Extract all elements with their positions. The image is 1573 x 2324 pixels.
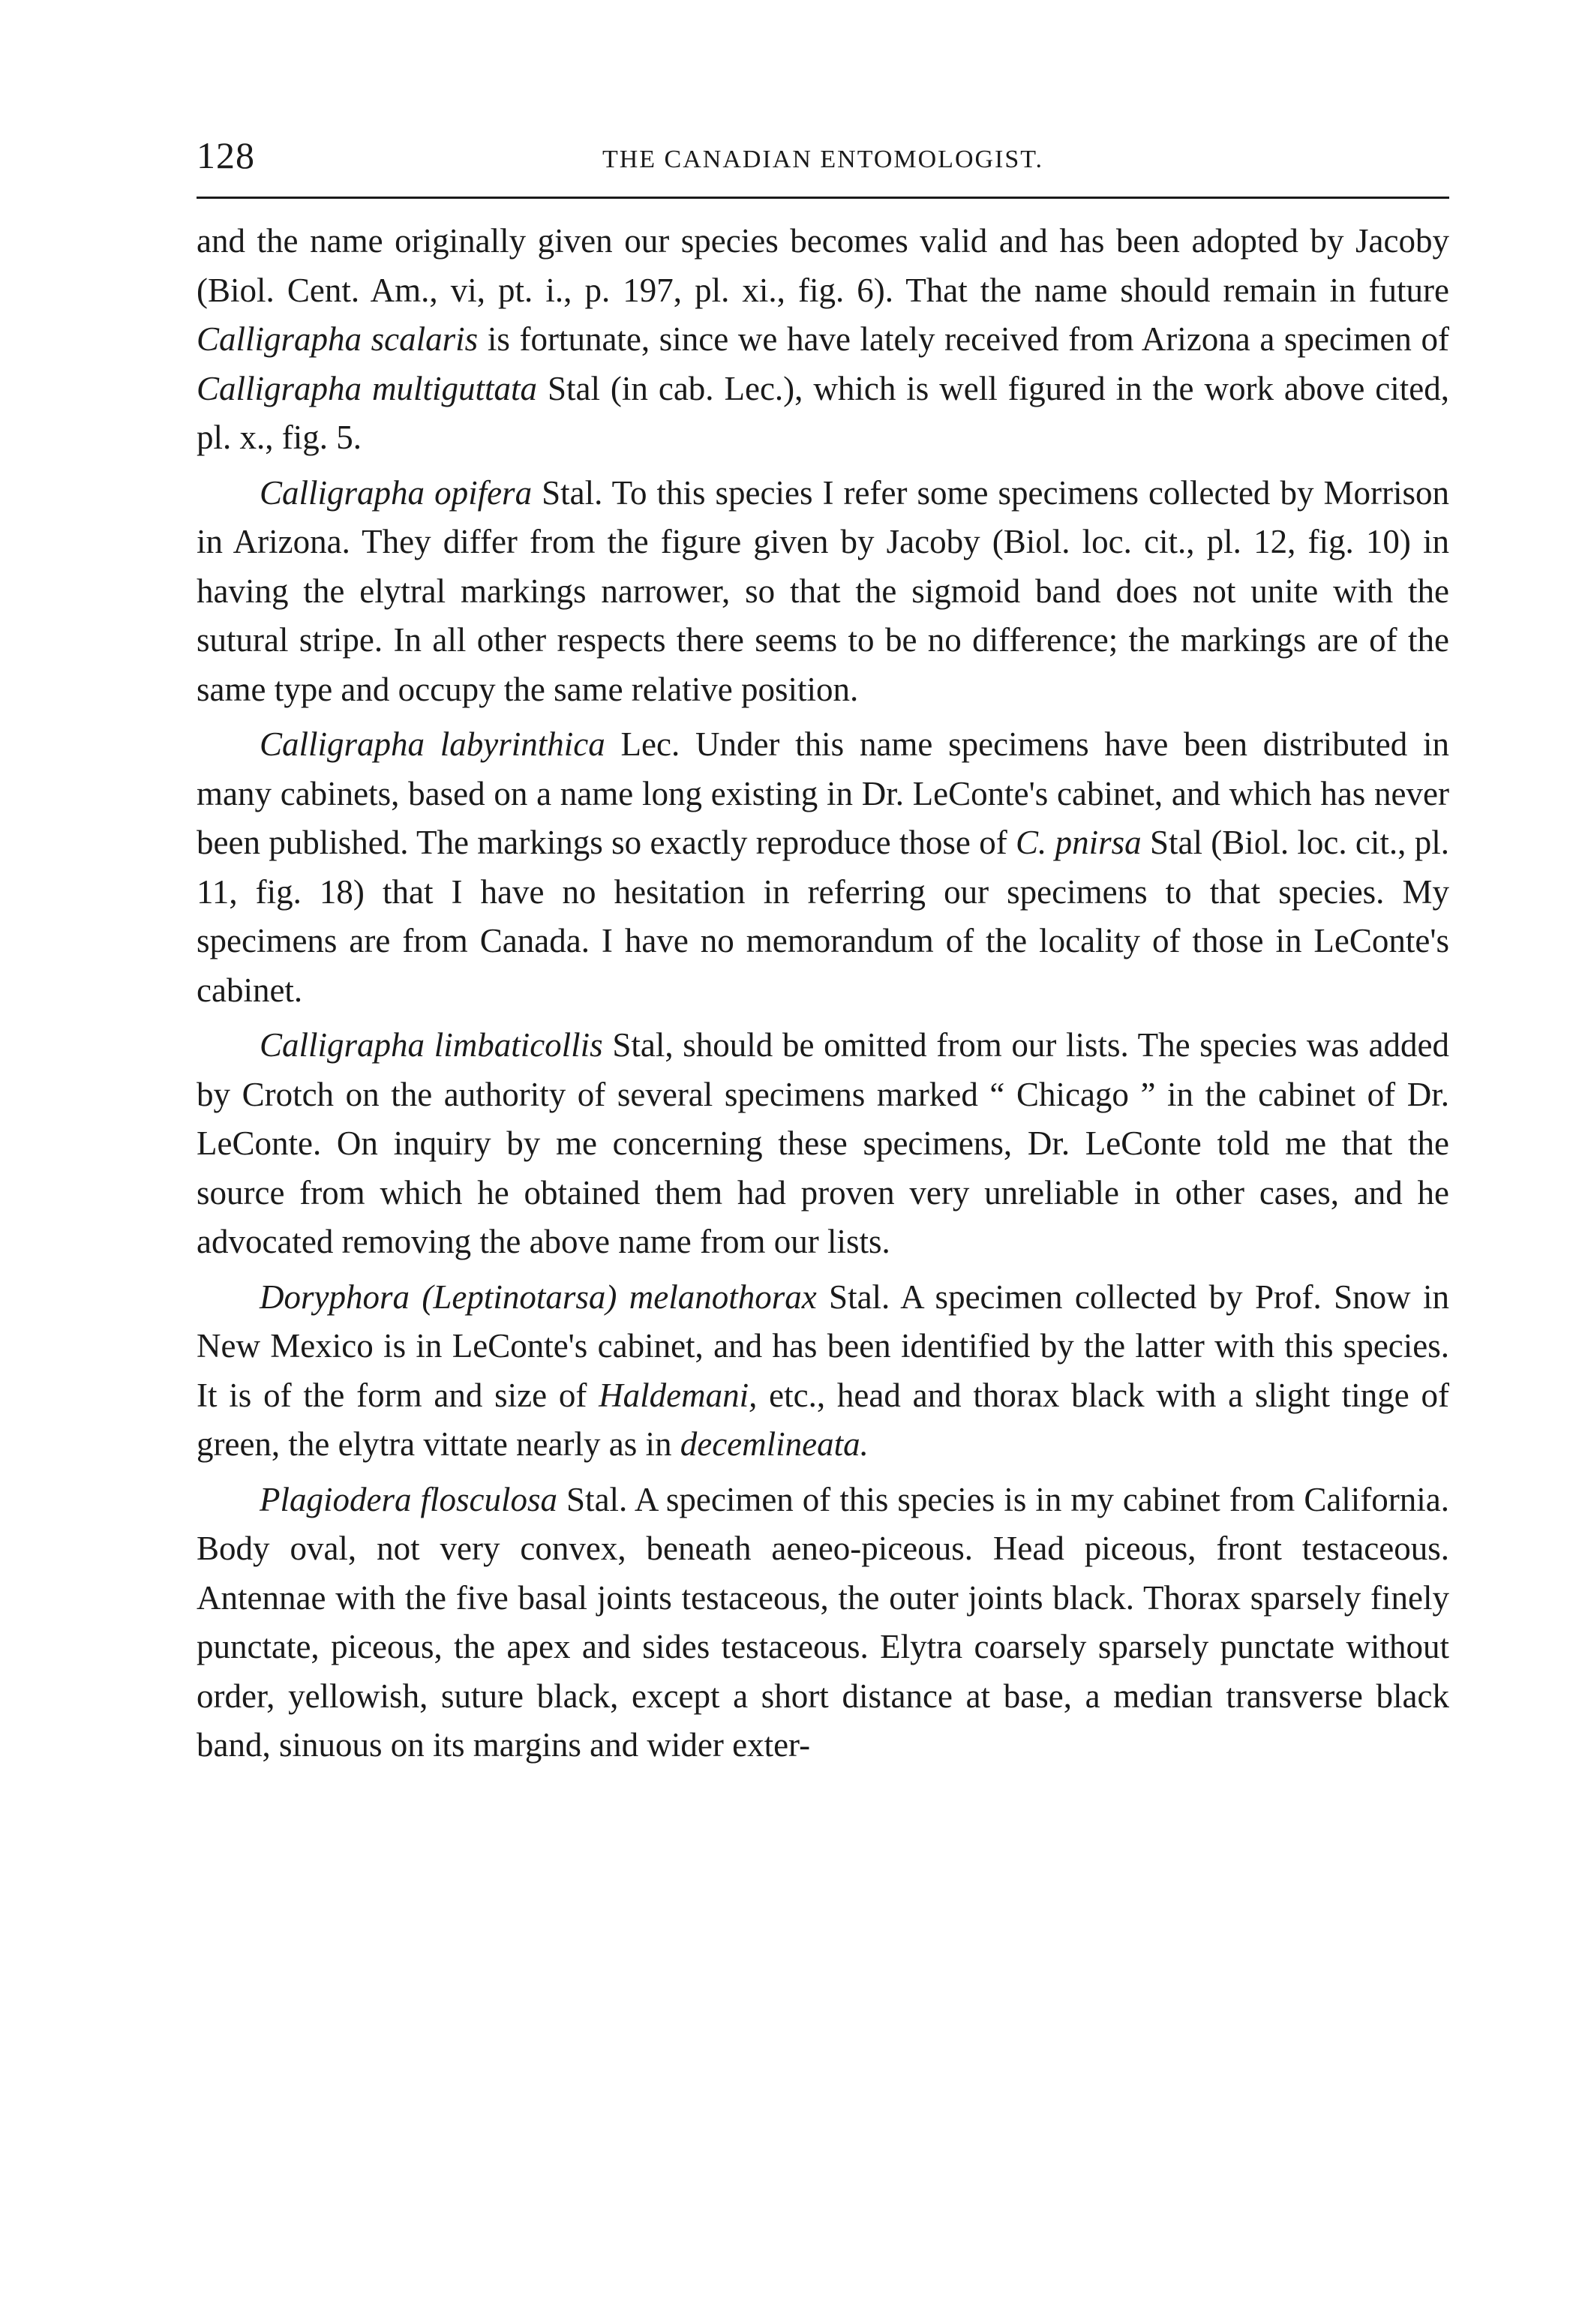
taxon-name: Calligrapha labyrinthica <box>260 725 605 763</box>
text-run: Stal. To this species I refer some specimens collected by Morrison in Arizona. They differ from the figure given by Jacoby (Biol. loc. cit., pl. 12, fig. 10) in having the elytral markings narrower, so that the sigmoid band does not unite with the sutural stripe. In all other respects there seems to be no difference; the markings are of the same type and occupy the same relative position. <box>197 473 1449 708</box>
taxon-name: Haldemani, <box>599 1376 758 1414</box>
paragraph <box>197 720 1449 1015</box>
paragraph <box>197 1273 1449 1470</box>
text-run: is fortunate, since we have lately received from Arizona a specimen of <box>478 320 1449 358</box>
text-run: Lec. Under this name specimens have been distributed in many cabinets, based on a name long existing in Dr. LeConte's cabinet, and which has never been published. The markings so exactly reproduce those of <box>197 725 1449 861</box>
taxon-name: Doryphora (Leptinotarsa) melanothorax <box>260 1278 817 1316</box>
taxon-name: Plagiodera flosculosa <box>260 1480 558 1518</box>
page-header <box>197 126 1449 186</box>
paragraph <box>197 1021 1449 1267</box>
text-run: and the name originally given our species becomes valid and has been adopted by Jacoby (Biol. Cent. Am., vi, pt. i., p. 197, pl. xi., fig. 6). That the name should remain in future <box>197 222 1449 309</box>
page <box>197 126 1449 1770</box>
paragraph <box>197 217 1449 463</box>
text-run: Stal. A specimen of this species is in my cabinet from California. Body oval, not very convex, beneath aeneo-piceous. Head piceous, front testaceous. Antennae with the five basal joints testaceous, the outer joints black. Thorax sparsely finely punctate, piceous, the apex and sides testaceous. Elytra coarsely sparsely punctate without order, yellowish, suture black, except a short distance at base, a median transverse black band, sinuous on its margins and wider exter- <box>197 1480 1450 1764</box>
text-run: Stal. A specimen collected by Prof. Snow in New Mexico is in LeConte's cabinet, and has been identified by the latter with this species. It is of the form and size of <box>197 1278 1449 1414</box>
taxon-name: Calligrapha scalaris <box>197 320 479 358</box>
taxon-name: Calligrapha opifera <box>260 473 533 512</box>
taxon-name: Calligrapha multiguttata <box>197 369 537 407</box>
taxon-name: C. pnirsa <box>1016 824 1142 861</box>
header-rule <box>197 197 1449 199</box>
text-run: Stal (Biol. loc. cit., pl. 11, fig. 18) that I have no hesitation in referring our specimens to that species. My specimens are from Canada. I have no memorandum of the locality of those in LeConte's cabinet. <box>197 824 1449 1009</box>
paragraph <box>197 469 1449 715</box>
taxon-name: Calligrapha limbaticollis <box>260 1026 603 1064</box>
page-number: 128 <box>197 134 255 176</box>
body-text <box>197 217 1449 1770</box>
text-run: Stal, should be omitted from our lists. The species was added by Crotch on the authority of several specimens marked “ Chicago ” in the cabinet of Dr. LeConte. On inquiry by me concerning these specimens, Dr. LeConte told me that the source from which he obtained them had proven very unreliable in other cases, and he advocated removing the above name from our lists. <box>197 1026 1449 1260</box>
text-run: Stal (in cab. Lec.), which is well figured in the work above cited, pl. x., fig. 5. <box>197 369 1449 456</box>
paragraph <box>197 1476 1449 1770</box>
text-run: etc., head and thorax black with a slight tinge of green, the elytra vittate nearly as in <box>197 1376 1449 1463</box>
taxon-name: decemlineata. <box>680 1425 869 1463</box>
running-title: THE CANADIAN ENTOMOLOGIST. <box>602 146 1044 173</box>
